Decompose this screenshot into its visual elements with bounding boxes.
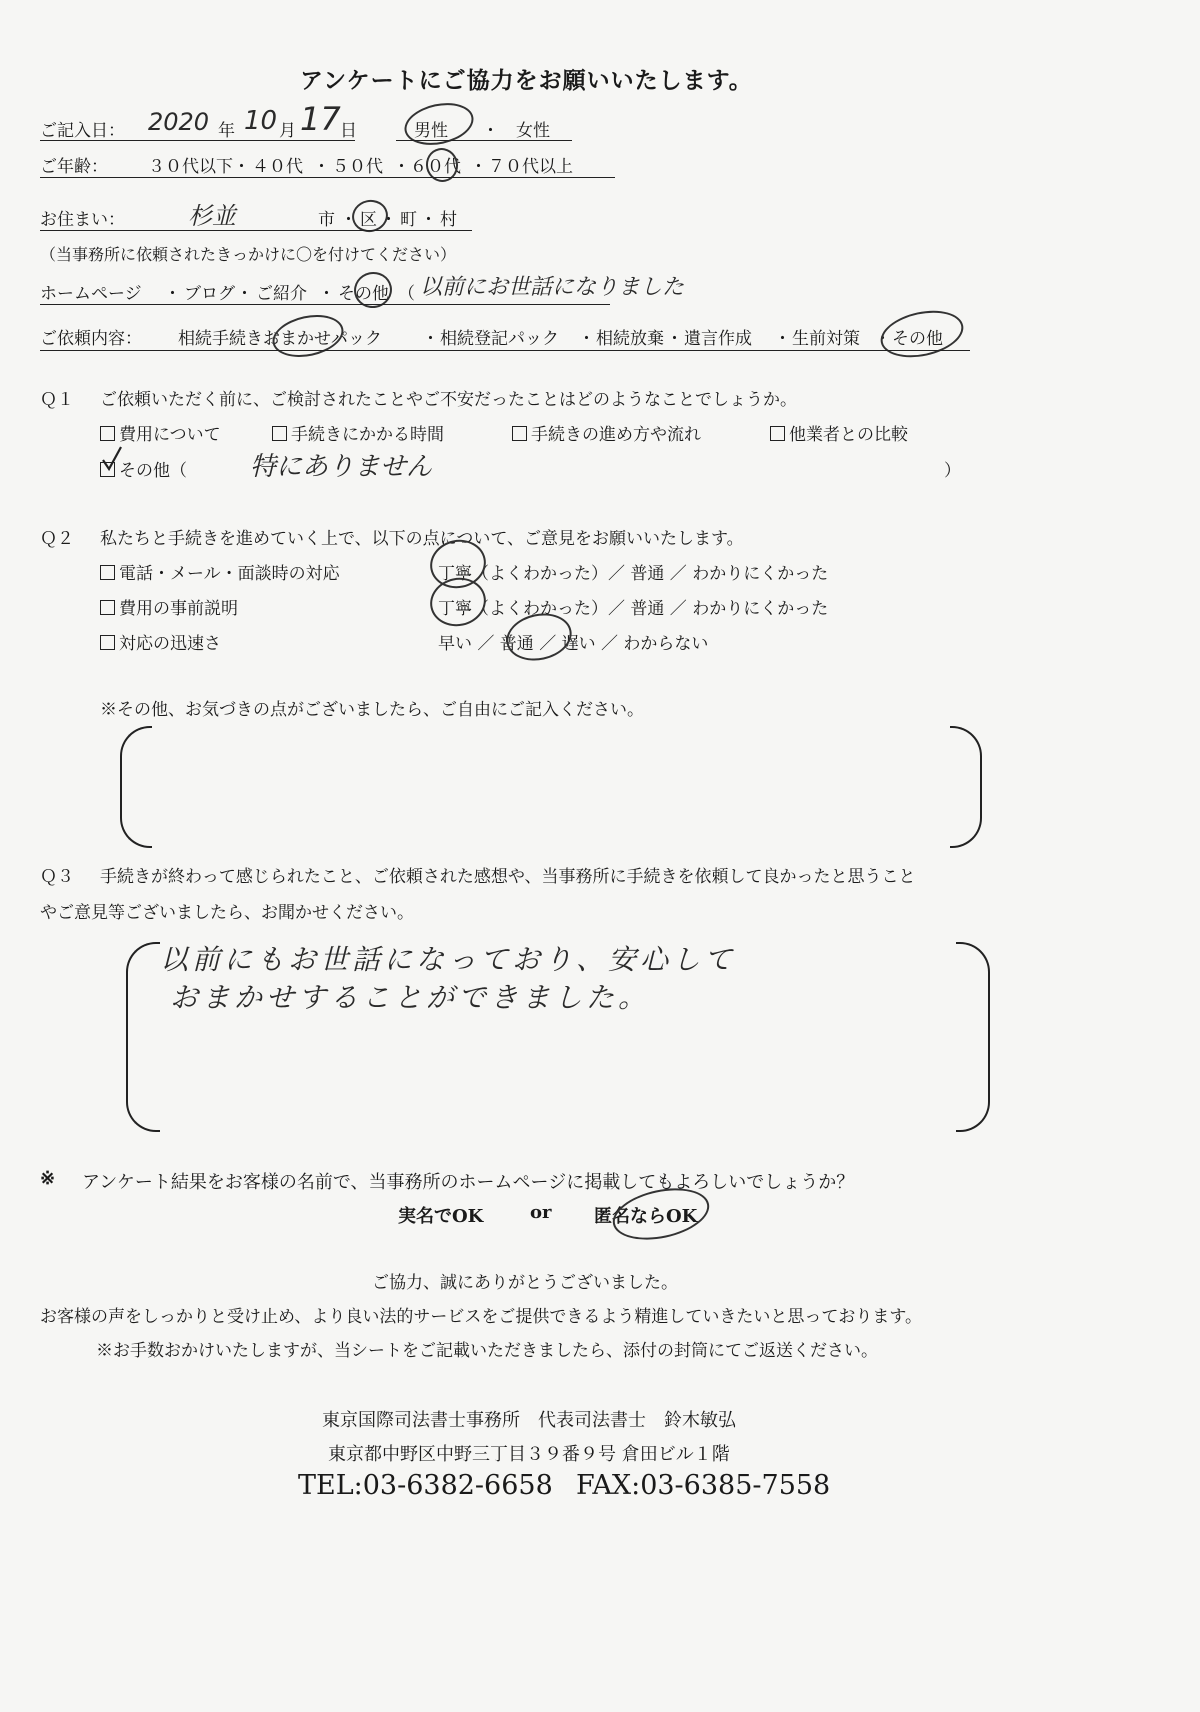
checkbox-icon: [100, 635, 115, 650]
residence-underline: [40, 230, 472, 231]
trigger-sep: ・: [236, 284, 253, 304]
age-option-70[interactable]: ７０代以上: [488, 157, 573, 177]
q2-row-cost-explain-options[interactable]: 丁寧（よくわかった）／ 普通 ／ わかりにくかった: [438, 599, 829, 619]
checkbox-icon: [512, 426, 527, 441]
age-option-60[interactable]: ６０代: [410, 157, 461, 177]
q1-option-label: 手続きの進め方や流れ: [531, 425, 701, 445]
residence-label: お住まい：: [40, 210, 125, 230]
request-option-omakase[interactable]: 相続手続きおまかせパック: [178, 329, 382, 349]
q2-row-speed-options[interactable]: 早い ／ 普通 ／ 遅い ／ わからない: [438, 634, 709, 654]
entry-year-unit: 年: [218, 121, 235, 141]
q1-other-text[interactable]: 特にありません: [250, 452, 433, 482]
q3-answer-line1[interactable]: 以前にもお世話になっており、安心して: [160, 943, 737, 976]
request-sep: ・: [422, 329, 439, 349]
q1-other-close: ）: [944, 461, 961, 481]
checkbox-icon: [272, 426, 287, 441]
check-mark-icon: [100, 444, 124, 474]
residence-type-city[interactable]: 市: [318, 210, 335, 230]
q2-row-label: 電話・メール・面談時の対応: [119, 564, 340, 584]
q1-question: ご依頼いただく前に、ご検討されたことやご不安だったことはどのようなことでしょうか。: [100, 390, 797, 410]
q1-option-compare[interactable]: [770, 420, 908, 445]
gender-female[interactable]: 女性: [516, 121, 550, 141]
q2-row-label: 費用の事前説明: [119, 599, 238, 619]
q2-row-cost-explain: [100, 594, 238, 619]
q1-option-time[interactable]: [272, 420, 444, 445]
q3-question-line2: やご意見等ございましたら、お聞かせください。: [40, 903, 414, 923]
q1-number: Ｑ１: [40, 390, 74, 410]
gender-male[interactable]: 男性: [414, 121, 448, 141]
request-sep: ・: [578, 329, 595, 349]
request-other-circle: [876, 304, 967, 365]
q1-option-label: 費用について: [119, 425, 221, 445]
residence-sep: ・: [340, 210, 357, 230]
closing-return-note: ※お手数おかけいたしますが、当シートをご記載いただきましたら、添付の封筒にてご返送ください。: [96, 1341, 878, 1361]
checkbox-icon: [100, 600, 115, 615]
publish-mark: ※: [40, 1168, 56, 1189]
q2-free-prompt: ※その他、お気づきの点がございましたら、ご自由にご記入ください。: [100, 700, 644, 720]
q1-option-flow[interactable]: [512, 420, 701, 445]
office-address: 東京都中野区中野三丁目３９番９号 倉田ビル１階: [328, 1444, 730, 1465]
entry-day-unit: 日: [340, 121, 357, 141]
request-label: ご依頼内容：: [40, 329, 142, 349]
age-sep: ・: [233, 157, 250, 177]
publish-or: or: [530, 1202, 552, 1223]
request-option-houki[interactable]: 相続放棄: [596, 329, 664, 349]
request-sep: ・: [666, 329, 683, 349]
age-sep: ・: [393, 157, 410, 177]
office-name: 東京国際司法書士事務所 代表司法書士 鈴木敏弘: [322, 1410, 736, 1431]
entry-year[interactable]: 2020: [148, 108, 210, 136]
q2-row-label: 対応の迅速さ: [119, 634, 221, 654]
gender-underline: [396, 140, 572, 141]
q2-row-contact: [100, 559, 340, 584]
publish-option-real[interactable]: 実名でOK: [398, 1206, 484, 1227]
residence-type-town[interactable]: 町: [400, 210, 417, 230]
q1-option-label: 他業者との比較: [789, 425, 908, 445]
publish-anon-ok: OK: [666, 1206, 698, 1227]
entry-date-underline: [40, 140, 355, 141]
q2-free-bracket-left: [120, 726, 152, 848]
entry-month-unit: 月: [279, 121, 296, 141]
age-option-50[interactable]: ５０代: [332, 157, 383, 177]
office-fax: FAX:03-6385-7558: [576, 1470, 831, 1501]
closing-thanks: ご協力、誠にありがとうございました。: [372, 1273, 678, 1293]
q2-row-contact-options[interactable]: 丁寧（よくわかった）／ 普通 ／ わかりにくかった: [438, 564, 829, 584]
residence-type-village[interactable]: 村: [440, 210, 457, 230]
request-omakase-circle: [269, 309, 348, 363]
age-underline: [40, 177, 615, 178]
q1-option-label: 手続きにかかる時間: [291, 425, 444, 445]
trigger-option-blog[interactable]: ブログ: [184, 284, 235, 304]
publish-question: アンケート結果をお客様の名前で、当事務所のホームページに掲載してもよろしいでしょうか？: [82, 1172, 855, 1193]
trigger-underline: [40, 304, 610, 305]
checkbox-icon: [770, 426, 785, 441]
request-option-seizen[interactable]: 生前対策: [792, 329, 860, 349]
trigger-sep: ・: [318, 284, 335, 304]
q1-other-label: その他（: [119, 461, 187, 481]
gender-sep: ・: [482, 121, 499, 141]
q3-answer-line2[interactable]: おまかせすることができました。: [170, 981, 651, 1014]
age-option-40[interactable]: ４０代: [252, 157, 303, 177]
checkbox-icon: [100, 565, 115, 580]
trigger-sep: ・: [164, 284, 181, 304]
residence-sep: ・: [380, 210, 397, 230]
q1-option-cost[interactable]: [100, 420, 221, 445]
entry-day[interactable]: 17: [300, 100, 341, 138]
q3-bracket-left: [126, 942, 160, 1132]
residence-value[interactable]: 杉並: [188, 202, 236, 230]
q2-question: 私たちと手続きを進めていく上で、以下の点について、ご意見をお願いいたします。: [100, 529, 744, 549]
closing-message: お客様の声をしっかりと受け止め、より良い法的サービスをご提供できるよう精進していきたいと思っております。: [40, 1307, 922, 1327]
age-sep: ・: [470, 157, 487, 177]
q2-free-bracket-right: [950, 726, 982, 848]
office-tel: TEL:03-6382-6658: [298, 1470, 553, 1501]
trigger-other-paren: （: [398, 284, 415, 304]
entry-date-label: ご記入日：: [40, 121, 125, 141]
request-option-touki[interactable]: 相続登記パック: [440, 329, 559, 349]
trigger-option-referral[interactable]: ご紹介: [256, 284, 307, 304]
age-sep: ・: [313, 157, 330, 177]
checkbox-icon: [100, 426, 115, 441]
age-option-30[interactable]: ３０代以下: [148, 157, 233, 177]
publish-anon-prefix: 匿名なら: [594, 1206, 666, 1227]
q2-number: Ｑ２: [40, 529, 74, 549]
request-option-yuigon[interactable]: 遺言作成: [684, 329, 752, 349]
trigger-note: （当事務所に依頼されたきっかけに〇を付けてください）: [40, 245, 457, 264]
trigger-other-text[interactable]: 以前にお世話になりました: [420, 275, 685, 300]
request-sep: ・: [874, 329, 891, 349]
residence-type-ward[interactable]: 区: [360, 210, 377, 230]
entry-month[interactable]: 10: [244, 106, 278, 136]
gender-selected-circle: [401, 97, 478, 151]
request-sep: ・: [774, 329, 791, 349]
age-label: ご年齢：: [40, 157, 108, 177]
request-underline: [40, 350, 970, 351]
page-title: アンケートにご協力をお願いいたします。: [300, 67, 753, 94]
trigger-option-other[interactable]: その他: [338, 284, 389, 304]
request-option-other[interactable]: その他: [892, 329, 943, 349]
residence-sep: ・: [420, 210, 437, 230]
q3-question-line1: 手続きが終わって感じられたこと、ご依頼された感想や、当事務所に手続きを依頼して良かったと思うこと: [100, 867, 916, 887]
trigger-option-homepage[interactable]: ホームページ: [40, 284, 142, 304]
q3-number: Ｑ３: [40, 867, 74, 887]
q2-row-speed: [100, 629, 221, 654]
q3-bracket-right: [956, 942, 990, 1132]
trigger-selected-circle: [351, 268, 396, 311]
